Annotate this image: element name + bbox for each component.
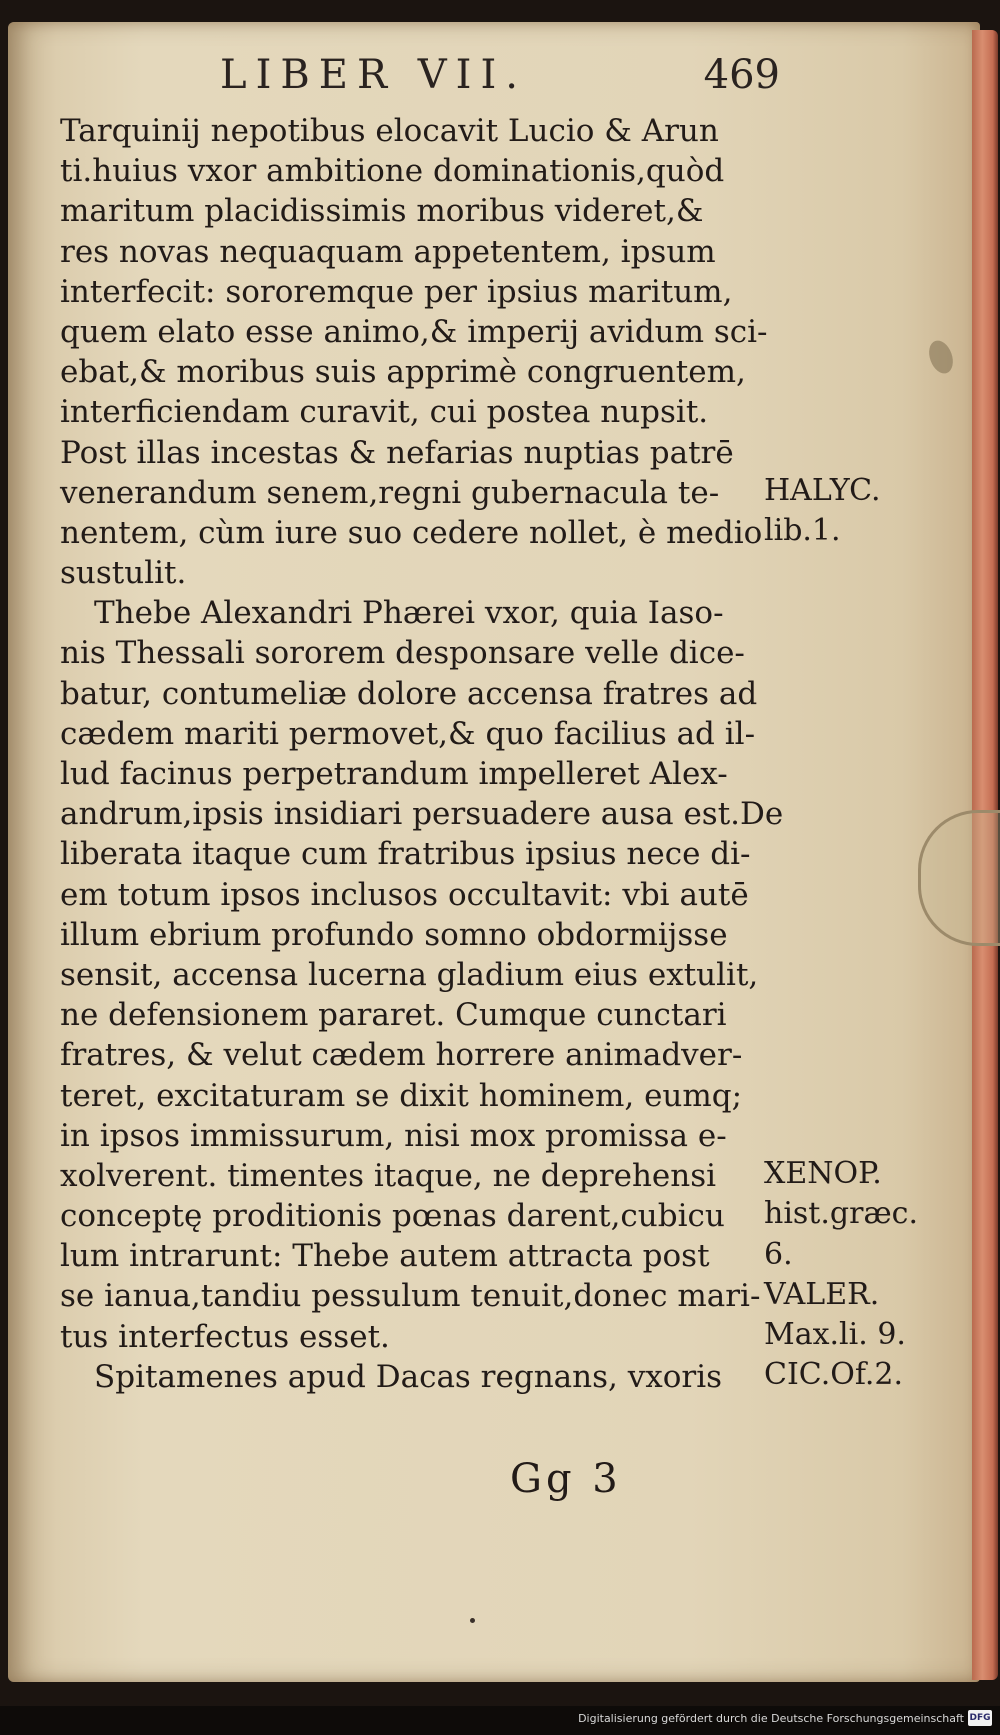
text-line: liberata itaque cum fratribus ipsius nece di- (60, 836, 751, 873)
text-line: ebat,& moribus suis apprimè congruentem, (60, 354, 746, 391)
page-number: 469 (703, 52, 780, 98)
text-line: in ipsos immissurum, nisi mox promissa e- (60, 1117, 727, 1154)
text-line: lud facinus perpetrandum impelleret Alex- (60, 756, 728, 792)
ink-dot (470, 1618, 475, 1623)
text-line: conceptę proditionis pœnas darent,cubicu (60, 1198, 725, 1235)
text-line: Spitamenes apud Dacas regnans, vxoris (94, 1358, 723, 1395)
text-line: nentem, cùm iure suo cedere nollet, è medio (60, 514, 763, 551)
text-line: ne defensionem pararet. Cumque cunctari (60, 997, 727, 1034)
dfg-logo-icon: DFG (968, 1710, 992, 1726)
text-line: teret, excitaturam se dixit hominem, eumq; (60, 1077, 743, 1114)
marginal-notes (764, 0, 924, 1500)
text-line: nis Thessali sororem desponsare velle dice- (60, 635, 745, 672)
text-line: tus interfectus esset. (60, 1318, 390, 1355)
text-line: Post illas incestas & nefarias nuptias patrē (60, 434, 734, 471)
running-head: LIBER VII. (220, 52, 527, 98)
text-line: cædem mariti permovet,& quo facilius ad il- (60, 715, 756, 752)
text-line: fratres, & velut cædem horrere animadver- (60, 1037, 743, 1074)
text-line: Tarquinij nepotibus elocavit Lucio & Arun (60, 113, 719, 149)
marginal-note: CIC.Of.2. (764, 1357, 904, 1393)
text-line: ti.huius vxor ambitione dominationis,quòd (60, 153, 725, 190)
text-line: batur, contumeliæ dolore accensa fratres ad (60, 675, 758, 712)
text-line: em totum ipsos inclusos occultavit: vbi autē (60, 876, 749, 913)
marginal-note: XENOP. (764, 1156, 882, 1192)
digitization-credit: Digitalisierung gefördert durch die Deutsche Forschungsgemeinschaft (578, 1712, 964, 1725)
text-line: maritum placidissimis moribus videret,& (60, 193, 704, 230)
signature-mark: Gg 3 (510, 1456, 622, 1502)
text-line: Thebe Alexandri Phærei vxor, quia Iaso- (94, 595, 724, 632)
text-line: xolverent. timentes itaque, ne deprehensi (60, 1157, 717, 1194)
page-header (220, 52, 780, 102)
text-line: se ianua,tandiu pessulum tenuit,donec mari- (60, 1278, 761, 1315)
marginal-note: hist.græc. (764, 1196, 918, 1232)
text-line: andrum,ipsis insidiari persuadere ausa est.De (60, 796, 784, 833)
marginal-note: HALYC. (764, 472, 881, 508)
text-line: res novas nequaquam appetentem, ipsum (60, 233, 716, 270)
text-line: lum intrarunt: Thebe autem attracta post (60, 1238, 710, 1275)
marginal-note: 6. (764, 1236, 793, 1272)
text-line: interficiendam curavit, cui postea nupsit. (60, 394, 709, 431)
text-line: illum ebrium profundo somno obdormijsse (60, 916, 728, 953)
marginal-note: lib.1. (764, 513, 841, 548)
marginal-note: VALER. (764, 1276, 880, 1312)
text-line: sustulit. (60, 555, 187, 592)
text-line: venerandum senem,regni gubernacula te- (60, 474, 720, 511)
text-line: sensit, accensa lucerna gladium eius extulit, (60, 956, 759, 993)
marginal-note: Max.li. 9. (764, 1317, 906, 1352)
text-line: interfecit: sororemque per ipsius maritum, (60, 273, 733, 310)
body-text (60, 111, 784, 1397)
text-line: quem elato esse animo,& imperij avidum sci- (60, 313, 768, 350)
